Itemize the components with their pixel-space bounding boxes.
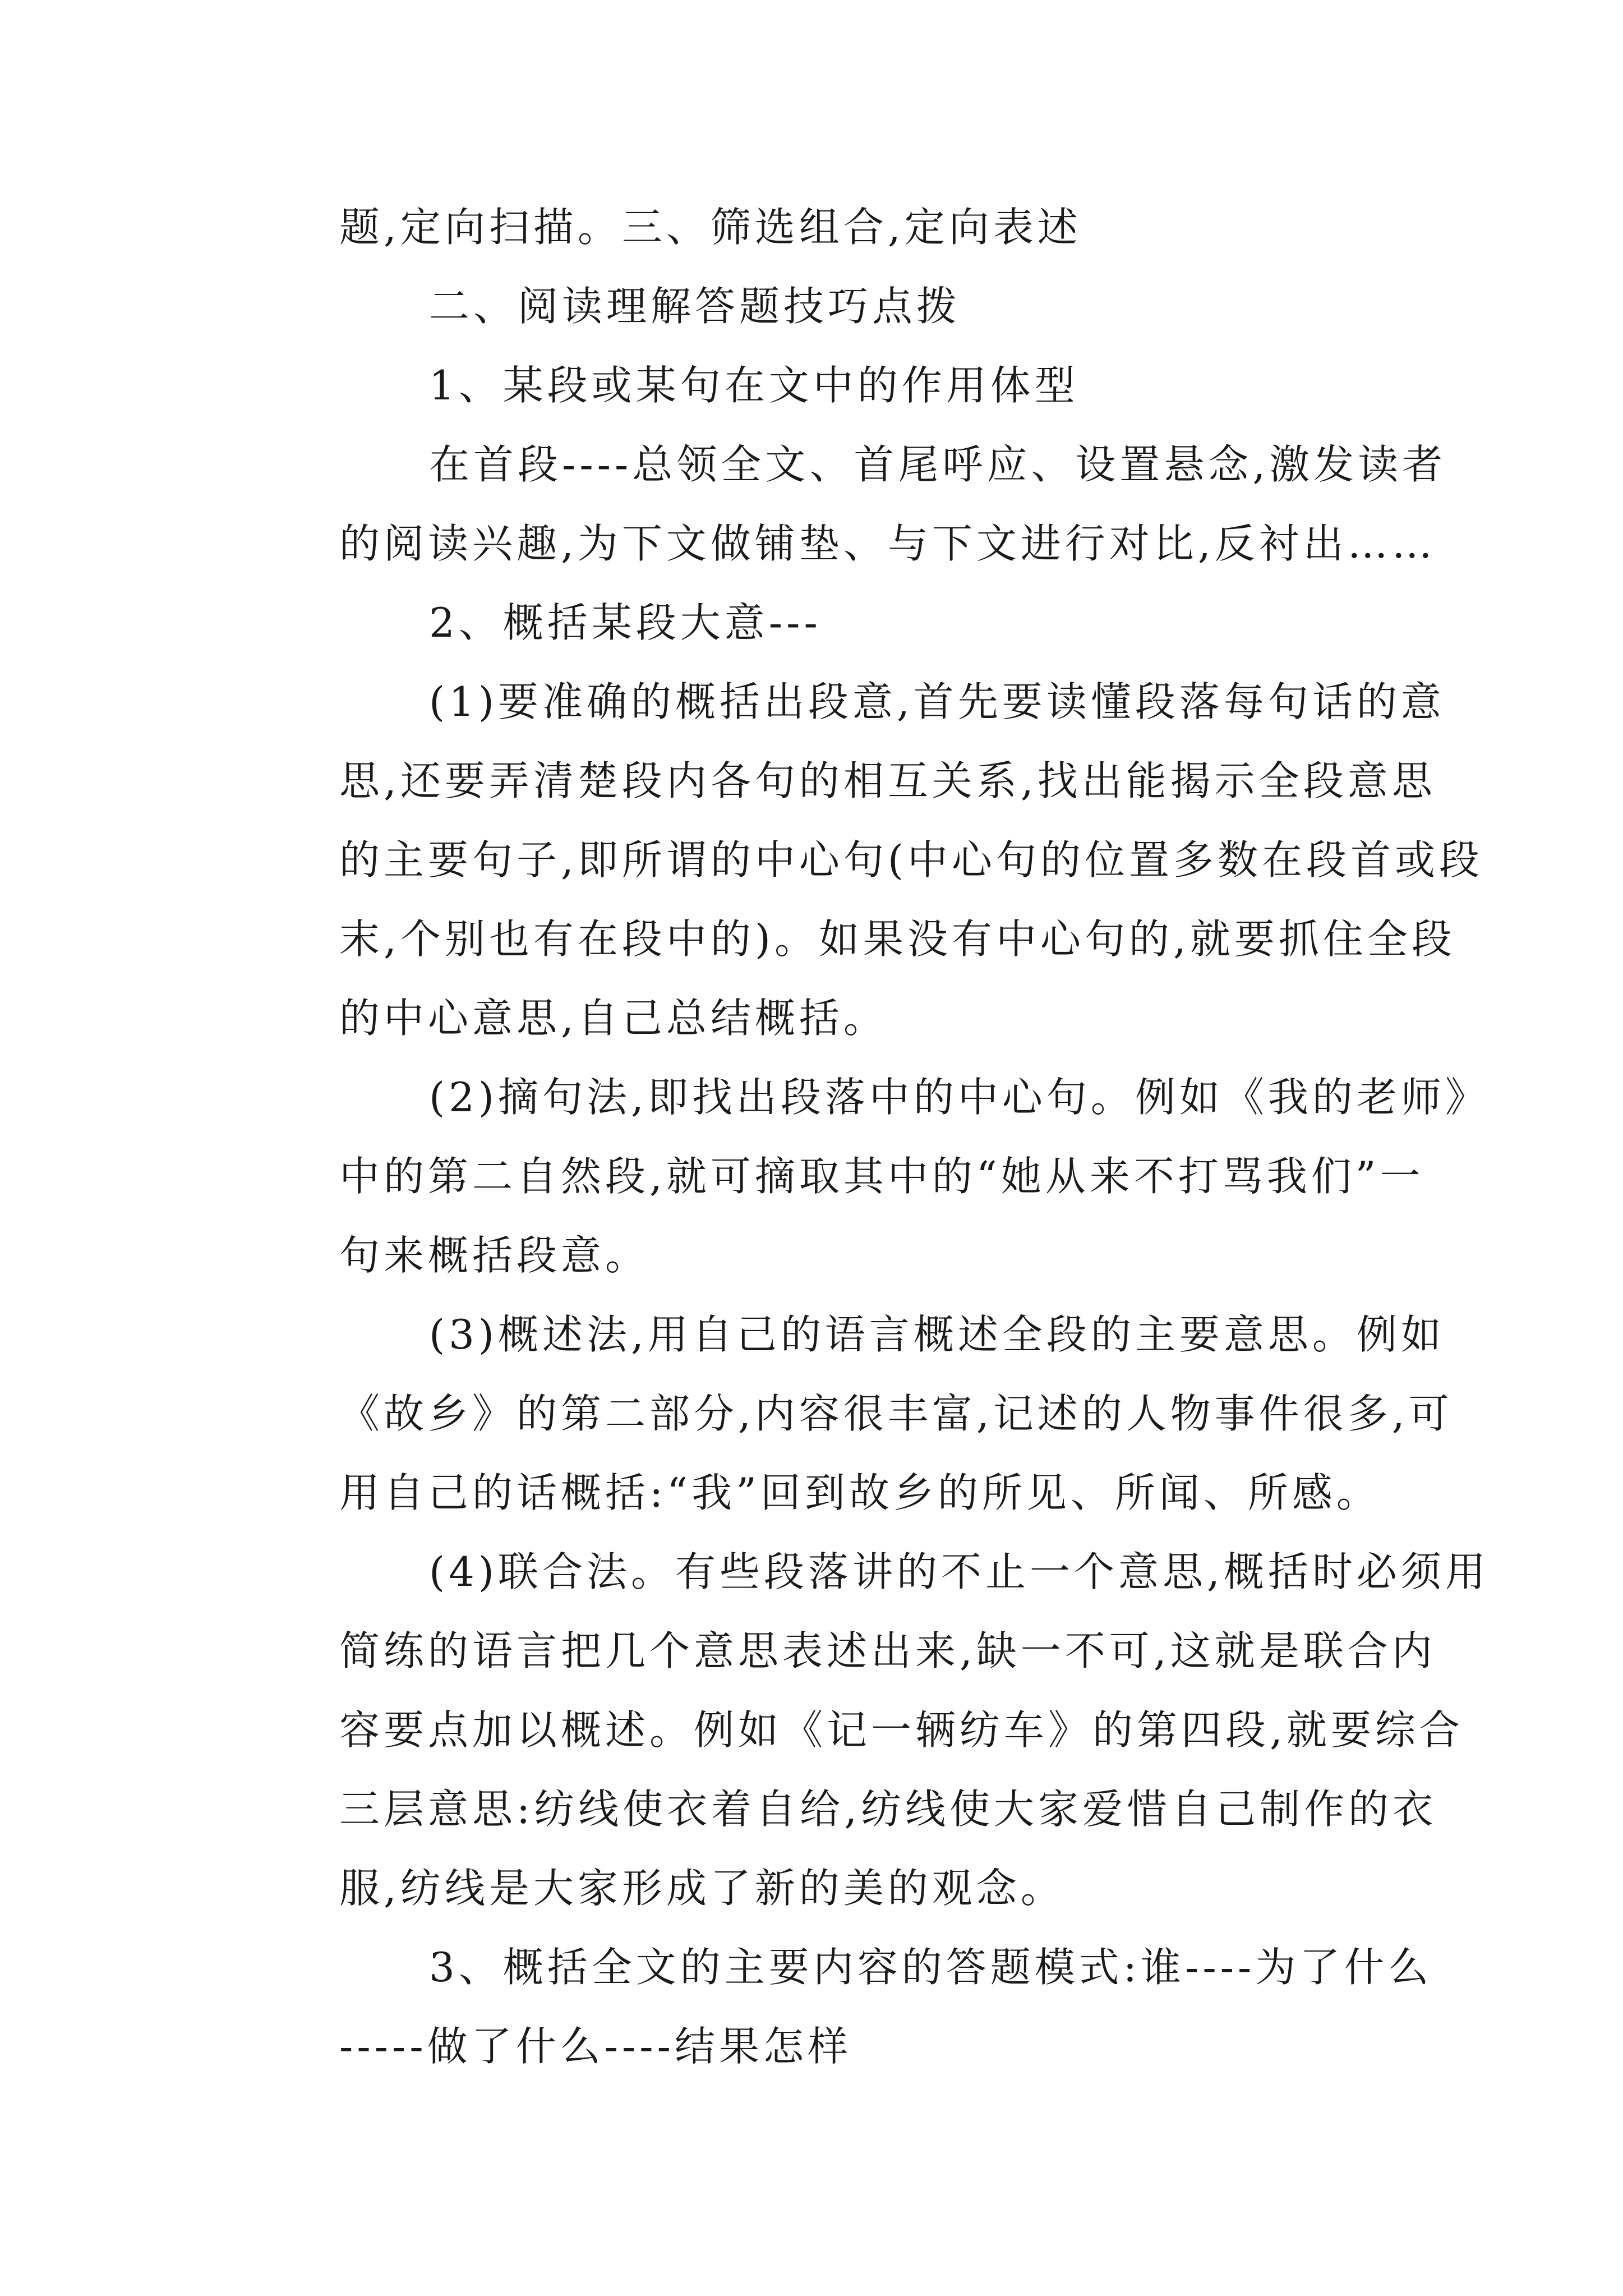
text-line: 题,定向扫描。三、筛选组合,定向表述: [339, 204, 1082, 251]
text-line: 二、阅读理解答题技巧点拨: [429, 283, 961, 330]
paragraph-item-1: [250, 662, 1483, 1058]
text-line: 末,个别也有在段中的)。如果没有中心句的,就要抓住全段: [339, 915, 1456, 963]
text-line: 容要点加以概述。例如《记一辆纺车》的第四段,就要综合: [339, 1706, 1464, 1754]
text-line: 《故乡》的第二部分,内容很丰富,记述的人物事件很多,可: [339, 1390, 1453, 1437]
text-line: (4)联合法。有些段落讲的不止一个意思,概括时必须用: [429, 1548, 1490, 1595]
text-line: 2、概括某段大意---: [429, 599, 822, 646]
text-line: 在首段----总领全文、首尾呼应、设置悬念,激发读者: [429, 441, 1447, 488]
document-body: [250, 188, 1490, 2086]
text-line: 的主要句子,即所谓的中心句(中心句的位置多数在段首或段: [339, 836, 1483, 884]
heading-reading-tips: [250, 267, 1385, 346]
paragraph-continuation: [250, 188, 1385, 267]
text-line: 1、某段或某句在文中的作用体型: [429, 362, 1079, 409]
text-line: 三层意思:纺线使衣着自给,纺线使大家爱惜自己制作的衣: [339, 1786, 1437, 1833]
paragraph-section-3: [250, 1928, 1433, 2086]
text-line: 服,纺线是大家形成了新的美的观念。: [339, 1865, 1065, 1912]
text-line: 句来概括段意。: [339, 1232, 650, 1279]
paragraph-item-4: [250, 1533, 1490, 1928]
text-line: (1)要准确的概括出段意,首先要读懂段落每句话的意: [429, 678, 1445, 725]
paragraph-item-3: [250, 1295, 1453, 1533]
paragraph-item-2: [250, 1058, 1490, 1295]
heading-section-1: [250, 346, 1385, 425]
text-line: 3、概括全文的主要内容的答题模式:谁----为了什么: [429, 1944, 1433, 1991]
text-line: 中的第二自然段,就可摘取其中的“她从来不打骂我们”一: [339, 1153, 1424, 1200]
text-line: (2)摘句法,即找出段落中的中心句。例如《我的老师》: [429, 1074, 1490, 1121]
text-line: 的阅读兴趣,为下文做铺垫、与下文进行对比,反衬出……: [339, 520, 1436, 567]
text-line: -----做了什么----结果怎样: [339, 2023, 852, 2070]
text-line: 简练的语言把几个意思表述出来,缺一不可,这就是联合内: [339, 1627, 1436, 1674]
text-line: 思,还要弄清楚段内各句的相互关系,找出能揭示全段意思: [339, 757, 1436, 804]
paragraph-first-section-role: [250, 425, 1447, 583]
text-line: 的中心意思,自己总结概括。: [339, 995, 888, 1042]
text-line: (3)概述法,用自己的语言概述全段的主要意思。例如: [429, 1311, 1445, 1358]
heading-section-2: [250, 583, 1385, 662]
text-line: 用自己的话概括:“我”回到故乡的所见、所闻、所感。: [339, 1469, 1381, 1516]
